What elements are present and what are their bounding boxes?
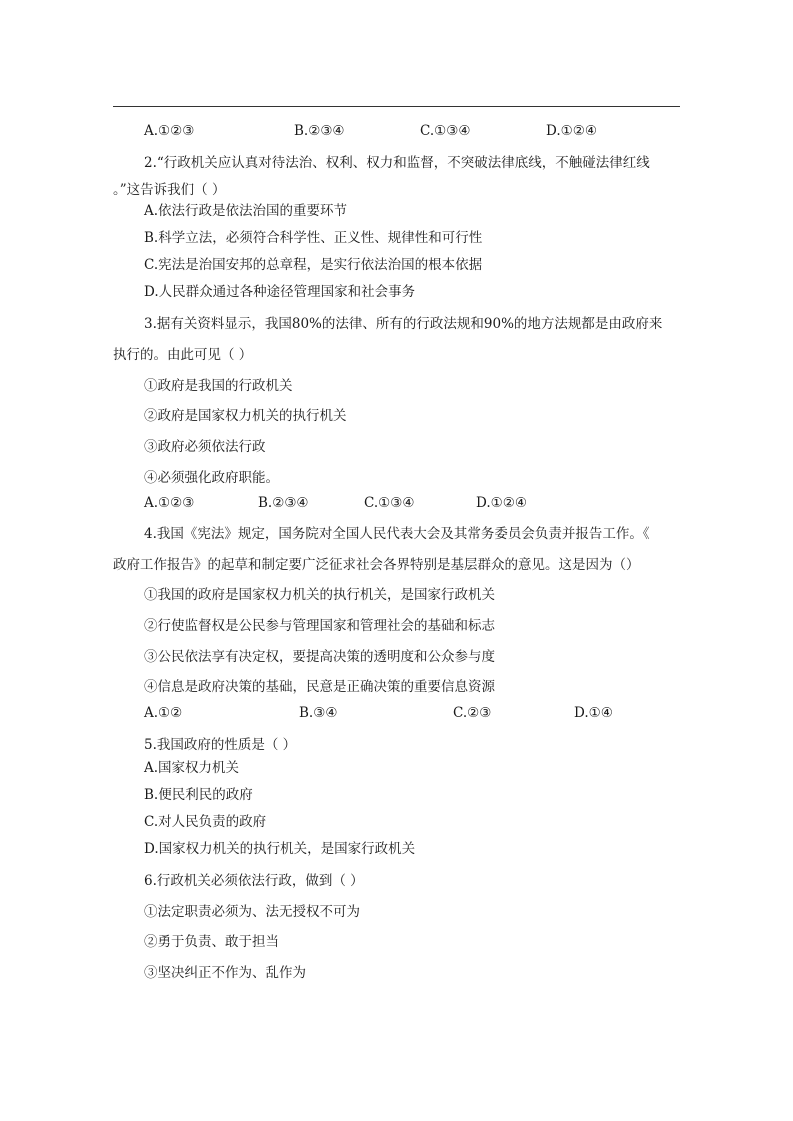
q2-option-c: C.宪法是治国安邦的总章程，是实行依法治国的根本依据 — [144, 257, 483, 273]
q3-item-3: ③政府必须依法行政 — [144, 439, 266, 455]
q3-option-d: D.①②④ — [476, 495, 527, 511]
q4-item-2: ②行使监督权是公民参与管理国家和管理社会的基础和标志 — [144, 618, 495, 634]
q6-stem: 6.行政机关必须依法行政，做到（ ） — [144, 873, 364, 889]
q4-stem: 4.我国《宪法》规定，国务院对全国人民代表大会及其常务委员会负责并报告工作。《 — [144, 526, 650, 542]
q4-option-d: D.①④ — [574, 705, 613, 721]
q3-item-1: ①政府是我国的行政机关 — [144, 378, 293, 394]
q3-item-2: ②政府是国家权力机关的执行机关 — [144, 408, 347, 424]
q4-item-1: ①我国的政府是国家权力机关的执行机关，是国家行政机关 — [144, 587, 495, 603]
q1-option-c: C.①③④ — [420, 123, 471, 139]
q4-item-4: ④信息是政府决策的基础，民意是正确决策的重要信息资源 — [144, 679, 495, 695]
q6-item-2: ②勇于负责、敢于担当 — [144, 934, 279, 950]
q6-item-3: ③坚决纠正不作为、乱作为 — [144, 965, 306, 981]
q5-option-c: C.对人民负责的政府 — [144, 814, 267, 830]
q1-option-d: D.①②④ — [546, 123, 597, 139]
q3-stem: 3.据有关资料显示，我国80%的法律、所有的行政法规和90%的地方法规都是由政府来 — [144, 316, 663, 332]
q5-stem: 5.我国政府的性质是（ ） — [144, 737, 297, 753]
q2-option-b: B.科学立法，必须符合科学性、正义性、规律性和可行性 — [144, 230, 483, 246]
q2-stem: 2.“行政机关应认真对待法治、权利、权力和监督，不突破法律底线，不触碰法律红线 — [144, 155, 650, 171]
q3-item-4: ④必须强化政府职能。 — [144, 470, 279, 486]
q6-item-1: ①法定职责必须为、法无授权不可为 — [144, 904, 360, 920]
q1-option-a: A.①②③ — [144, 123, 195, 139]
q2-option-a: A.依法行政是依法治国的重要环节 — [144, 203, 348, 219]
q3-option-c: C.①③④ — [364, 495, 415, 511]
q4-stem-cont: 政府工作报告》的起草和制定要广泛征求社会各界特别是基层群众的意见。这是因为（） — [113, 557, 640, 573]
q3-stem-cont: 执行的。由此可见（ ） — [113, 347, 253, 363]
q4-option-b: B.③④ — [299, 705, 338, 721]
q2-option-d: D.人民群众通过各种途径管理国家和社会事务 — [144, 284, 416, 300]
q1-option-b: B.②③④ — [294, 123, 345, 139]
q4-item-3: ③公民依法享有决定权，要提高决策的透明度和公众参与度 — [144, 649, 495, 665]
header-rule — [113, 106, 680, 107]
q3-option-a: A.①②③ — [144, 495, 195, 511]
q2-stem-cont: 。”这告诉我们（ ） — [113, 182, 226, 198]
q4-option-a: A.①② — [144, 705, 183, 721]
q4-option-c: C.②③ — [453, 705, 492, 721]
q5-option-d: D.国家权力机关的执行机关，是国家行政机关 — [144, 841, 416, 857]
q5-option-a: A.国家权力机关 — [144, 760, 240, 776]
q3-option-b: B.②③④ — [258, 495, 309, 511]
q5-option-b: B.便民利民的政府 — [144, 787, 253, 803]
